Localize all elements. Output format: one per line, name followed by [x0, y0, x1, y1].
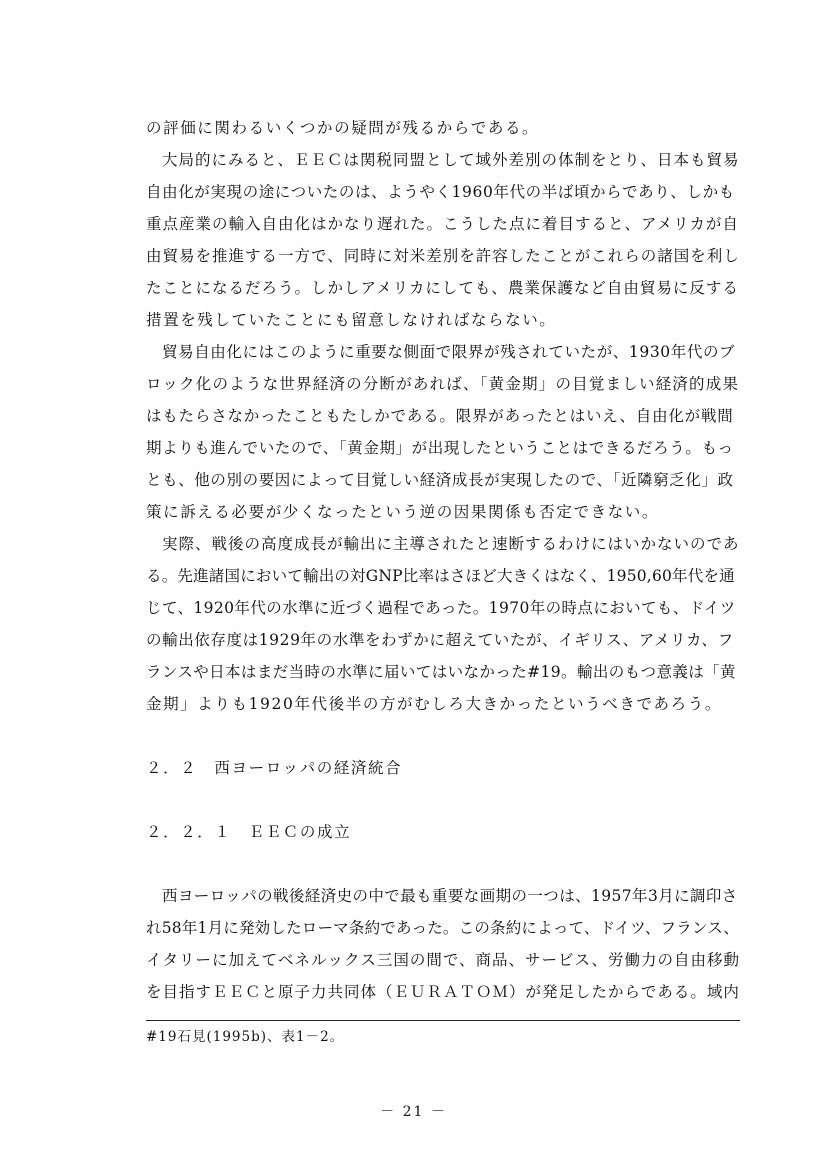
- text-line: じて、1920年代の水準に近づく過程であった。1970年の時点においても、ドイツ: [146, 599, 736, 617]
- text-line: 貿易自由化にはこのように重要な側面で限界が残されていたが、1930年代のブ: [162, 343, 736, 361]
- footnote-divider: [146, 1020, 740, 1021]
- text-line: 重点産業の輸入自由化はかなり遅れた。こうした点に着目すると、アメリカが自: [146, 215, 739, 233]
- text-line: ランスや日本はまだ当時の水準に届いてはいなかった#19。輸出のもつ意義は「黄: [146, 663, 736, 681]
- text-line: 実際、戦後の高度成長が輸出に主導されたと速断するわけにはいかないのであ: [162, 535, 740, 553]
- text-line: 自由化が実現の途についたのは、ようやく1960年代の半ば頃からであり、しかも: [146, 183, 735, 201]
- subsection-heading: ２．２．１ ＥＥＣの成立: [146, 823, 352, 841]
- text-line: 策に訴える必要が少くなったという逆の因果関係も否定できない。: [146, 503, 660, 521]
- text-line: イタリーに加えてベネルックス三国の間で、商品、サービス、労働力の自由移動: [146, 951, 741, 969]
- text-line: れ58年1月に発効したローマ条約であった。この条約によって、ドイツ、フランス、: [146, 919, 740, 937]
- text-line: ロック化のような世界経済の分断があれば、「黄金期」の目覚ましい経済的成果: [146, 375, 740, 393]
- page-number: － 21 －: [380, 1104, 447, 1120]
- text-line: たことになるだろう。しかしアメリカにしても、農業保護など自由貿易に反する: [146, 279, 739, 297]
- text-line: 西ヨーロッパの戦後経済史の中で最も重要な画期の一つは、1957年3月に調印さ: [162, 887, 738, 905]
- text-line: る。先進諸国において輸出の対GNP比率はさほど大きくはなく、1950,60年代を通: [146, 567, 735, 585]
- text-line: を目指すＥＥＣと原子力共同体（ＥＵＲＡＴＯＭ）が発足したからである。域内: [146, 983, 740, 1001]
- text-line: の輸出依存度は1929年の水準をわずかに超えていたが、イギリス、アメリカ、フ: [146, 631, 734, 649]
- text-line: 期よりも進んでいたので、「黄金期」が出現したということはできるだろう。もっ: [146, 439, 734, 457]
- text-line: 由貿易を推進する一方で、同時に対米差別を許容したことがこれらの諸国を利し: [146, 247, 740, 265]
- text-line: 大局的にみると、ＥＥＣは関税同盟として域外差別の体制をとり、日本も貿易: [162, 151, 740, 169]
- section-heading: ２．２ 西ヨーロッパの経済統合: [146, 759, 403, 777]
- text-line: 金期」よりも1920年代後半の方がむしろ大きかったというべきであろう。: [146, 695, 722, 713]
- footnote: #19石見(1995b)、表1－2。: [146, 1029, 345, 1045]
- text-line: はもたらさなかったこともたしかである。限界があったとはいえ、自由化が戦間: [146, 407, 734, 425]
- text-line: とも、他の別の要因によって目覚しい経済成長が実現したので、「近隣窮乏化」政: [146, 471, 734, 489]
- text-line: の評価に関わるいくつかの疑問が残るからである。: [146, 119, 540, 137]
- text-line: 措置を残していたことにも留意しなければならない。: [146, 311, 557, 329]
